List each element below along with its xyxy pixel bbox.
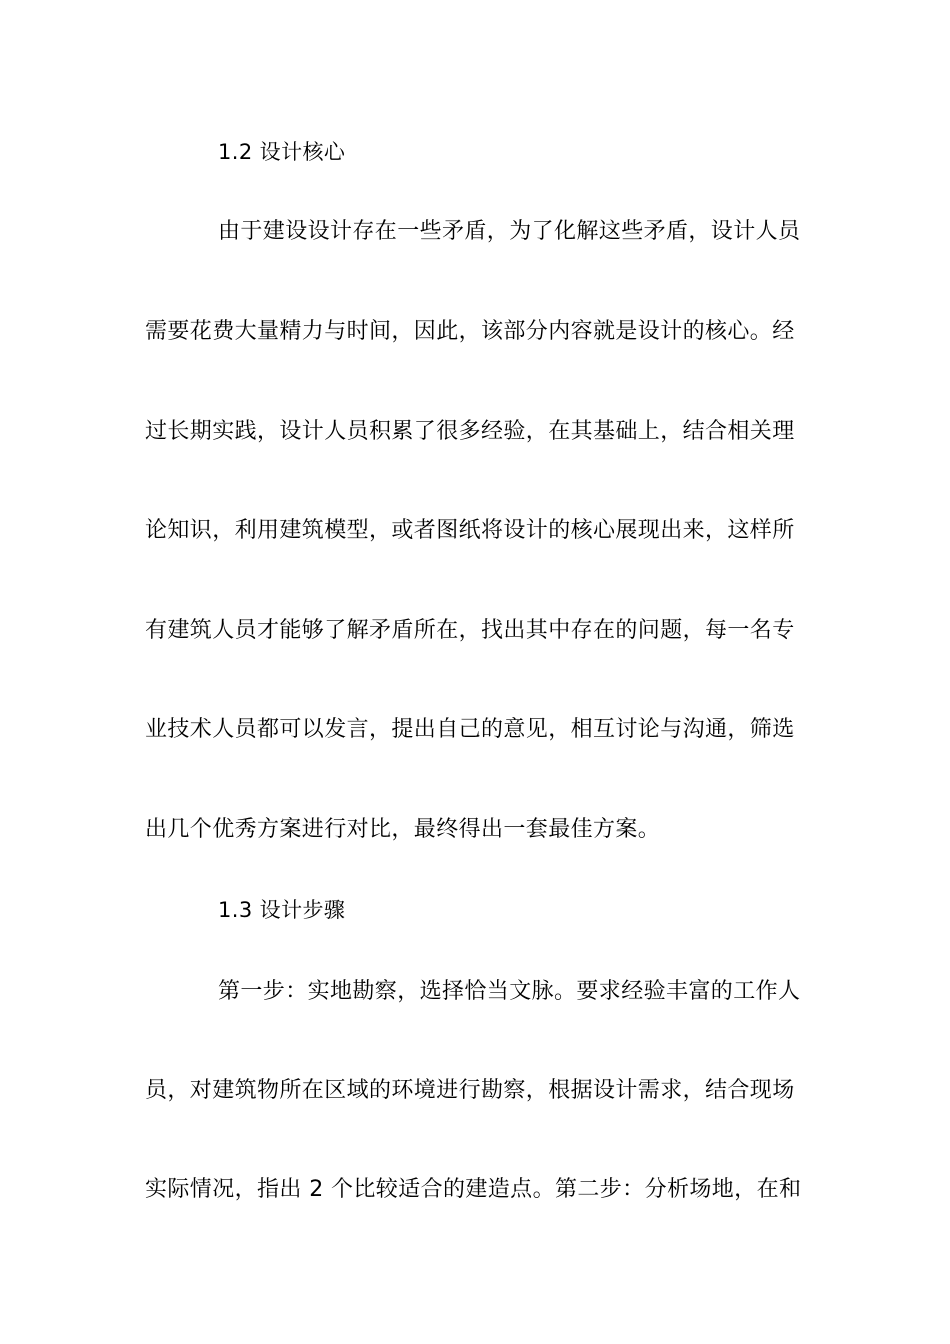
paragraph-line: 过长期实践，设计人员积累了很多经验，在其基础上，结合相关理 [145, 419, 795, 444]
paragraph-line: 需要花费大量精力与时间，因此，该部分内容就是设计的核心。经 [145, 319, 795, 344]
paragraph-line: 员，对建筑物所在区域的环境进行勘察，根据设计需求，结合现场 [145, 1078, 795, 1103]
paragraph-line: 第一步：实地勘察，选择恰当文脉。要求经验丰富的工作人 [218, 979, 801, 1004]
paragraph-line: 业技术人员都可以发言，提出自己的意见，相互讨论与沟通，筛选 [145, 717, 795, 742]
paragraph-line: 有建筑人员才能够了解矛盾所在，找出其中存在的问题，每一名专 [145, 618, 795, 643]
paragraph-line: 实际情况，指出 2 个比较适合的建造点。第二步：分析场地，在和 [145, 1177, 802, 1202]
paragraph-line: 出几个优秀方案进行对比，最终得出一套最佳方案。 [145, 817, 661, 842]
paragraph-line: 论知识，利用建筑模型，或者图纸将设计的核心展现出来，这样所 [145, 518, 795, 543]
paragraph-line: 由于建设设计存在一些矛盾，为了化解这些矛盾，设计人员 [218, 219, 801, 244]
section-heading-1-3: 1.3 设计步骤 [218, 898, 346, 922]
section-heading-1-2: 1.2 设计核心 [218, 140, 346, 164]
